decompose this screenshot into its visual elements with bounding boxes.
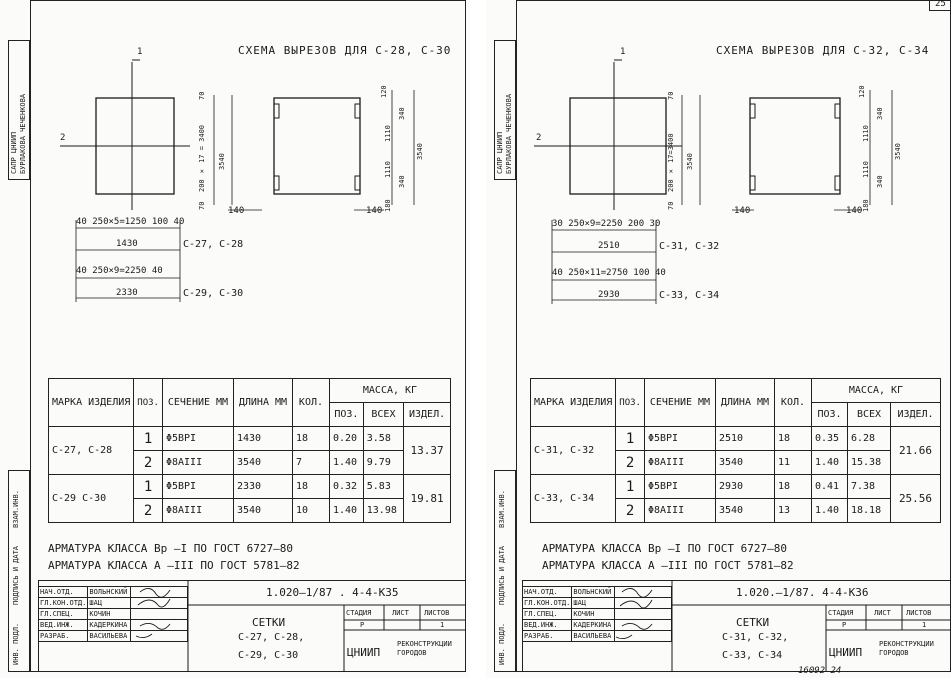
cell-kol: 18 xyxy=(292,475,329,499)
org-name: ЦНИИП xyxy=(347,646,381,659)
stamp-role: ГЛ.КОН.ОТД. xyxy=(524,599,571,607)
stamp-name: ВАСИЛЬЕВА xyxy=(572,631,615,642)
page-number: 25 xyxy=(935,0,946,9)
cut-dim-total: 3540 xyxy=(416,143,424,160)
cut-dim-mid: 1110 xyxy=(384,161,392,178)
hdim-chain-2: 40 250×9=2250 40 xyxy=(76,266,163,276)
dim-bottom: 70 xyxy=(198,201,206,210)
cell-kol: 11 xyxy=(774,451,811,475)
stamp-name: ВАСИЛЬЕВА xyxy=(88,631,131,642)
cut-dim-low: 340 xyxy=(876,175,884,188)
side-stamp-text: БУРЛАКОВА ЧЕЧЕНКОВА xyxy=(19,93,27,174)
listov-label: ЛИСТОВ xyxy=(906,609,932,617)
dim-total: 3540 xyxy=(218,153,226,170)
hdim-label-1: С-31, С-32 xyxy=(659,241,720,252)
cell-poz: 1 xyxy=(616,475,645,499)
cell-marka: С-33, С-34 xyxy=(531,475,616,523)
stadia-label: СТАДИЯ xyxy=(346,609,372,617)
org-subtitle: РЕКОНСТРУКЦИИ ГОРОДОВ xyxy=(879,640,934,657)
th-kol: КОЛ. xyxy=(774,379,811,427)
side-stamp-text: САПР ЦНИИП xyxy=(496,131,504,174)
th-marka: МАРКА ИЗДЕЛИЯ xyxy=(49,379,134,427)
hdim-chain-1: 40 250×5=1250 100 40 xyxy=(76,217,185,227)
note-class-a: АРМАТУРА КЛАССА А –III ПО ГОСТ 5781–82 xyxy=(48,559,300,572)
product-marks-2: С-33, С-34 xyxy=(722,650,783,661)
cut-dim-low: 340 xyxy=(398,175,406,188)
product-marks-2: С-29, С-30 xyxy=(238,650,299,661)
side-label-inv: ИНВ. ПОДЛ. xyxy=(498,622,506,665)
stamp-name: ВОЛЬНСКИЙ xyxy=(88,587,131,598)
cell-dlina: 3540 xyxy=(715,451,774,475)
cell-dlina: 2510 xyxy=(715,427,774,451)
stamp-name: КОЧИН xyxy=(88,609,131,620)
hdim-total-1: 2510 xyxy=(598,241,620,251)
cell-marka: С-27, С-28 xyxy=(49,427,134,475)
small-dim-left: 140 xyxy=(734,206,751,216)
cut-dim-top: 120 xyxy=(380,85,388,98)
footer-handwritten-note: 16092 24 xyxy=(798,666,842,676)
cell-dlina: 3540 xyxy=(715,499,774,523)
cell-dlina: 2930 xyxy=(715,475,774,499)
cell-kol: 13 xyxy=(774,499,811,523)
cell-marka: С-31, С-32 xyxy=(531,427,616,475)
cell-mpoz: 1.40 xyxy=(329,451,363,475)
cell-poz: 2 xyxy=(134,499,163,523)
cell-izdel: 19.81 xyxy=(404,475,451,523)
th-marka: МАРКА ИЗДЕЛИЯ xyxy=(531,379,616,427)
stamp-role: НАЧ.ОТД. xyxy=(39,587,88,598)
cut-dim-top: 120 xyxy=(858,85,866,98)
stamp-role: ГЛ.СПЕЦ. xyxy=(523,609,572,620)
cell-mpoz: 1.40 xyxy=(811,499,847,523)
cell-mpoz: 0.32 xyxy=(329,475,363,499)
dim-top: 70 xyxy=(667,91,675,100)
th-massa: МАССА, КГ xyxy=(811,379,940,403)
hdim-total-2: 2330 xyxy=(116,288,138,298)
product-marks-1: С-31, С-32, xyxy=(722,632,789,643)
hdim-chain-1: 30 250×9=2250 200 30 xyxy=(552,219,661,229)
doc-code: 1.020.–1/87. 4-4-К36 xyxy=(736,586,869,599)
stadia-value: Р xyxy=(842,621,847,629)
stadia-value: Р xyxy=(360,621,365,629)
th-massa: МАССА, КГ xyxy=(329,379,450,403)
cut-dim-a: 340 xyxy=(398,107,406,120)
org-subtitle: РЕКОНСТРУКЦИИ ГОРОДОВ xyxy=(397,640,452,657)
cell-mall: 6.28 xyxy=(848,427,891,451)
small-dim-left: 140 xyxy=(228,206,245,216)
drawing-sheet-right xyxy=(486,0,951,678)
stamp-role: ГЛ.СПЕЦ. xyxy=(39,609,88,620)
cell-poz: 1 xyxy=(134,475,163,499)
dim-spacing: 200 × 17 = 3400 xyxy=(198,124,206,192)
cell-poz: 1 xyxy=(134,427,163,451)
th-sechenie: СЕЧЕНИЕ ММ xyxy=(644,379,715,427)
hdim-label-2: С-33, С-34 xyxy=(659,290,720,301)
cell-mall: 5.83 xyxy=(363,475,403,499)
side-label-inv: ИНВ. ПОДЛ. xyxy=(12,622,20,665)
section-mark-1: 1 xyxy=(137,47,143,57)
section-mark-1: 1 xyxy=(620,47,626,57)
th-massa-izdel: ИЗДЕЛ. xyxy=(891,403,941,427)
cell-izdel: 13.37 xyxy=(404,427,451,475)
th-poz: ПОЗ. xyxy=(616,379,645,427)
cell-izdel: 25.56 xyxy=(891,475,941,523)
th-dlina: ДЛИНА ММ xyxy=(233,379,292,427)
stamp-role: РАЗРАБ. xyxy=(523,631,572,642)
th-massa-poz: ПОЗ. xyxy=(811,403,847,427)
cell-dlina: 3540 xyxy=(233,499,292,523)
stamp-name: ШАЦ xyxy=(88,598,131,609)
th-massa-vseh: ВСЕХ xyxy=(848,403,891,427)
cell-sech: Φ5ВРI xyxy=(644,427,715,451)
cell-kol: 10 xyxy=(292,499,329,523)
hdim-chain-2: 40 250×11=2750 100 40 xyxy=(552,268,666,278)
small-dim-right: 140 xyxy=(846,206,863,216)
cell-dlina: 3540 xyxy=(233,451,292,475)
dim-spacing: 200 × 17=3400 xyxy=(667,133,675,192)
dim-total: 3540 xyxy=(686,153,694,170)
cell-dlina: 1430 xyxy=(233,427,292,451)
note-class-vr: АРМАТУРА КЛАССА Вр –I ПО ГОСТ 6727–80 xyxy=(48,542,294,555)
stadia-label: СТАДИЯ xyxy=(828,609,854,617)
th-poz: ПОЗ. xyxy=(134,379,163,427)
scheme-title: СХЕМА ВЫРЕЗОВ ДЛЯ С-32, С-34 xyxy=(716,44,930,57)
cell-poz: 2 xyxy=(134,451,163,475)
stamp-name: КОЧИН xyxy=(572,609,615,620)
cell-sech: Φ5ВРI xyxy=(644,475,715,499)
stamp-name: КАДЕРКИНА xyxy=(572,620,615,631)
cell-sech: Φ5ВРI xyxy=(162,475,233,499)
cell-kol: 18 xyxy=(774,475,811,499)
dim-bottom: 70 xyxy=(667,201,675,210)
hdim-label-1: С-27, С-28 xyxy=(183,239,244,250)
side-label-podpis: ПОДПИСЬ И ДАТА xyxy=(498,545,506,605)
product-marks-1: С-27, С-28, xyxy=(238,632,305,643)
cut-dim-mid: 1110 xyxy=(862,161,870,178)
stamp-name: КАДЕРКИНА xyxy=(88,620,131,631)
cell-mall: 7.38 xyxy=(848,475,891,499)
cell-mall: 9.79 xyxy=(363,451,403,475)
th-kol: КОЛ. xyxy=(292,379,329,427)
note-class-a: АРМАТУРА КЛАССА А –III ПО ГОСТ 5781–82 xyxy=(542,559,794,572)
side-stamp-text: САПР ЦНИИП xyxy=(10,131,18,174)
hdim-total-2: 2930 xyxy=(598,290,620,300)
drawing-sheet-left xyxy=(0,0,470,678)
stamp-role: НАЧ.ОТД. xyxy=(523,587,572,598)
section-mark-2: 2 xyxy=(536,133,542,143)
cell-mpoz: 0.20 xyxy=(329,427,363,451)
hdim-total-1: 1430 xyxy=(116,239,138,249)
side-stamp-text: БУРЛАКОВА ЧЕЧЕНКОВА xyxy=(505,93,513,174)
th-sechenie: СЕЧЕНИЕ ММ xyxy=(162,379,233,427)
cell-mpoz: 0.41 xyxy=(811,475,847,499)
cell-sech: Φ8АIII xyxy=(162,451,233,475)
cell-mall: 13.98 xyxy=(363,499,403,523)
cut-dim-b: 1110 xyxy=(384,125,392,142)
th-massa-poz: ПОЗ. xyxy=(329,403,363,427)
doc-code: 1.020–1/87 . 4-4-К35 xyxy=(266,586,399,599)
cut-dim-b: 1110 xyxy=(862,125,870,142)
stamp-role: РАЗРАБ. xyxy=(39,631,88,642)
dim-top: 70 xyxy=(198,91,206,100)
th-dlina: ДЛИНА ММ xyxy=(715,379,774,427)
hdim-label-2: С-29, С-30 xyxy=(183,288,244,299)
scheme-title: СХЕМА ВЫРЕЗОВ ДЛЯ С-28, С-30 xyxy=(238,44,452,57)
cell-kol: 18 xyxy=(292,427,329,451)
stamp-role: ВЕД.ИНЖ. xyxy=(523,620,572,631)
cell-marka: С-29 С-30 xyxy=(49,475,134,523)
cell-mpoz: 0.35 xyxy=(811,427,847,451)
product-title: СЕТКИ xyxy=(736,616,770,629)
cell-kol: 7 xyxy=(292,451,329,475)
cell-sech: Φ5ВРI xyxy=(162,427,233,451)
cell-dlina: 2330 xyxy=(233,475,292,499)
stamp-name: ШАЦ xyxy=(572,598,615,609)
side-label-podpis: ПОДПИСЬ И ДАТА xyxy=(12,545,20,605)
list-label: ЛИСТ xyxy=(392,609,409,617)
cell-sech: Φ8АIII xyxy=(162,499,233,523)
cell-mall: 3.58 xyxy=(363,427,403,451)
cell-mall: 15.38 xyxy=(848,451,891,475)
stamp-role: ГЛ.КОН.ОТД. xyxy=(40,599,87,607)
cell-mpoz: 1.40 xyxy=(811,451,847,475)
cell-poz: 2 xyxy=(616,499,645,523)
cell-kol: 18 xyxy=(774,427,811,451)
handwritten-signatures xyxy=(0,0,470,678)
side-label-vzam: ВЗАМ.ИНВ. xyxy=(498,490,506,528)
cut-dim-a: 340 xyxy=(876,107,884,120)
cell-izdel: 21.66 xyxy=(891,427,941,475)
cut-dim-total: 3540 xyxy=(894,143,902,160)
small-dim-right: 140 xyxy=(366,206,383,216)
th-massa-vseh: ВСЕХ xyxy=(363,403,403,427)
list-label: ЛИСТ xyxy=(874,609,891,617)
cut-dim-bottom: 180 xyxy=(384,199,392,212)
cell-mpoz: 1.40 xyxy=(329,499,363,523)
listov-value: 1 xyxy=(440,621,445,629)
section-mark-2: 2 xyxy=(60,133,66,143)
cell-mall: 18.18 xyxy=(848,499,891,523)
cell-poz: 1 xyxy=(616,427,645,451)
cell-sech: Φ8АIII xyxy=(644,451,715,475)
org-name: ЦНИИП xyxy=(829,646,863,659)
handwritten-signatures xyxy=(486,0,951,678)
stamp-role: ВЕД.ИНЖ. xyxy=(39,620,88,631)
cell-sech: Φ8АIII xyxy=(644,499,715,523)
th-massa-izdel: ИЗДЕЛ. xyxy=(404,403,451,427)
product-title: СЕТКИ xyxy=(252,616,286,629)
cut-dim-bottom: 180 xyxy=(862,199,870,212)
side-label-vzam: ВЗАМ.ИНВ. xyxy=(12,490,20,528)
listov-label: ЛИСТОВ xyxy=(424,609,450,617)
stamp-name: ВОЛЬНСКИЙ xyxy=(572,587,615,598)
cell-poz: 2 xyxy=(616,451,645,475)
listov-value: 1 xyxy=(922,621,927,629)
note-class-vr: АРМАТУРА КЛАССА Вр –I ПО ГОСТ 6727–80 xyxy=(542,542,788,555)
